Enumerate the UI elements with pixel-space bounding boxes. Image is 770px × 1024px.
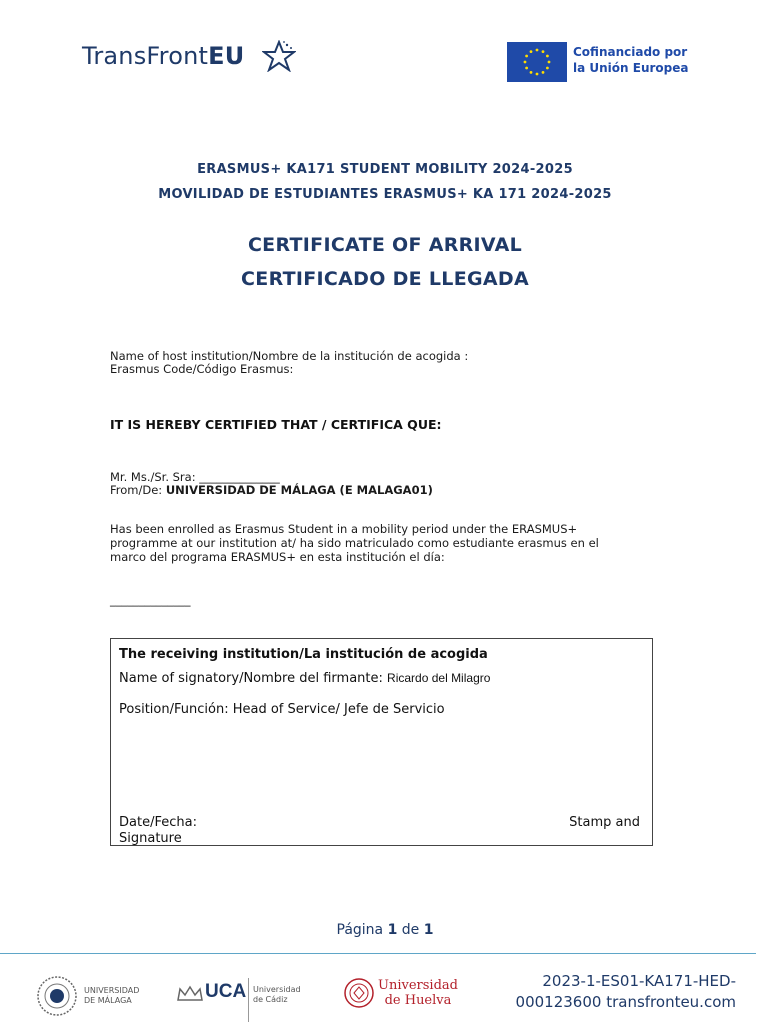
uca-line-2: de Cádiz: [253, 995, 288, 1004]
brand-prefix: TransFront: [82, 42, 209, 70]
from-value: UNIVERSIDAD DE MÁLAGA (E MALAGA01): [165, 483, 433, 497]
uca-crown-icon: [176, 984, 204, 1002]
transfronteu-logo: [82, 42, 244, 70]
uca-name: [253, 985, 301, 1005]
certificate-title-es: CERTIFICADO DE LLEGADA: [241, 268, 529, 290]
student-name-blank: ______________: [199, 470, 280, 484]
uca-divider: [248, 978, 249, 1022]
date-label: Date/Fecha:: [119, 815, 197, 830]
eu-line-2: la Unión Europea: [573, 61, 689, 75]
page-number: [0, 922, 770, 938]
uca-line-1: Universidad: [253, 985, 301, 994]
certificate-title-en: CERTIFICATE OF ARRIVAL: [247, 234, 523, 256]
uca-logo-text: UCA: [205, 981, 247, 1002]
programme-title-en: ERASMUS+ KA171 STUDENT MOBILITY 2024-2025: [197, 162, 573, 177]
project-reference: [516, 971, 736, 1013]
page-current: 1: [387, 922, 398, 938]
eu-cofinanced-label: [573, 44, 688, 76]
star-logo-icon: [262, 40, 296, 72]
enrolment-line-3: marco del programa ERASMUS+ en esta institución el día:: [110, 550, 445, 564]
eu-flag-icon: [507, 42, 567, 82]
student-name-label: Mr. Ms./Sr. Sra:: [110, 470, 196, 484]
eu-line-1: Cofinanciado por: [573, 45, 688, 59]
from-label: From/De:: [110, 483, 163, 497]
page-middle: de: [401, 922, 420, 938]
signature-label: Signature: [119, 831, 182, 846]
receiving-heading: The receiving institution/La institución de acogida: [119, 647, 488, 662]
student-from-line: [110, 484, 433, 497]
footer-divider: [0, 953, 756, 954]
signatory-line: [119, 671, 490, 686]
receiving-institution-box: [110, 638, 653, 846]
uma-logo-text: [84, 986, 139, 1006]
page-prefix: Página: [336, 922, 384, 938]
ref-line-2: 000123600 transfronteu.com: [515, 993, 736, 1011]
page-total: 1: [423, 922, 434, 938]
signatory-label: Name of signatory/Nombre del firmante:: [119, 671, 383, 686]
uma-seal-icon: [36, 975, 78, 1017]
uhu-logo-text: [378, 978, 458, 1008]
brand-suffix: EU: [208, 42, 245, 70]
certified-heading: IT IS HEREBY CERTIFIED THAT / CERTIFICA QUE:: [110, 417, 442, 432]
uhu-seal-icon: [343, 977, 375, 1009]
stamp-label: Stamp and: [569, 815, 640, 830]
programme-title-es: MOVILIDAD DE ESTUDIANTES ERASMUS+ KA 171 2024-2025: [158, 187, 612, 202]
uhu-line-1: Universidad: [378, 978, 458, 993]
position-line: Position/Función: Head of Service/ Jefe de Servicio: [119, 702, 445, 717]
arrival-date-blank: ______________: [110, 593, 191, 607]
uma-line-1: UNIVERSIDAD: [84, 986, 140, 995]
enrolment-line-1: Has been enrolled as Erasmus Student in a mobility period under the ERASMUS+: [110, 522, 578, 536]
ref-line-1: 2023-1-ES01-KA171-HED-: [542, 972, 736, 990]
signatory-value: Ricardo del Milagro: [387, 671, 491, 685]
host-institution-label: Name of host institution/Nombre de la institución de acogida :: [110, 349, 469, 363]
uma-line-2: DE MÁLAGA: [84, 996, 132, 1005]
uhu-line-2: de Huelva: [384, 993, 452, 1008]
enrolment-line-2: programme at our institution at/ ha sido matriculado como estudiante erasmus en el: [110, 536, 599, 550]
erasmus-code-label: Erasmus Code/Código Erasmus:: [110, 362, 294, 376]
